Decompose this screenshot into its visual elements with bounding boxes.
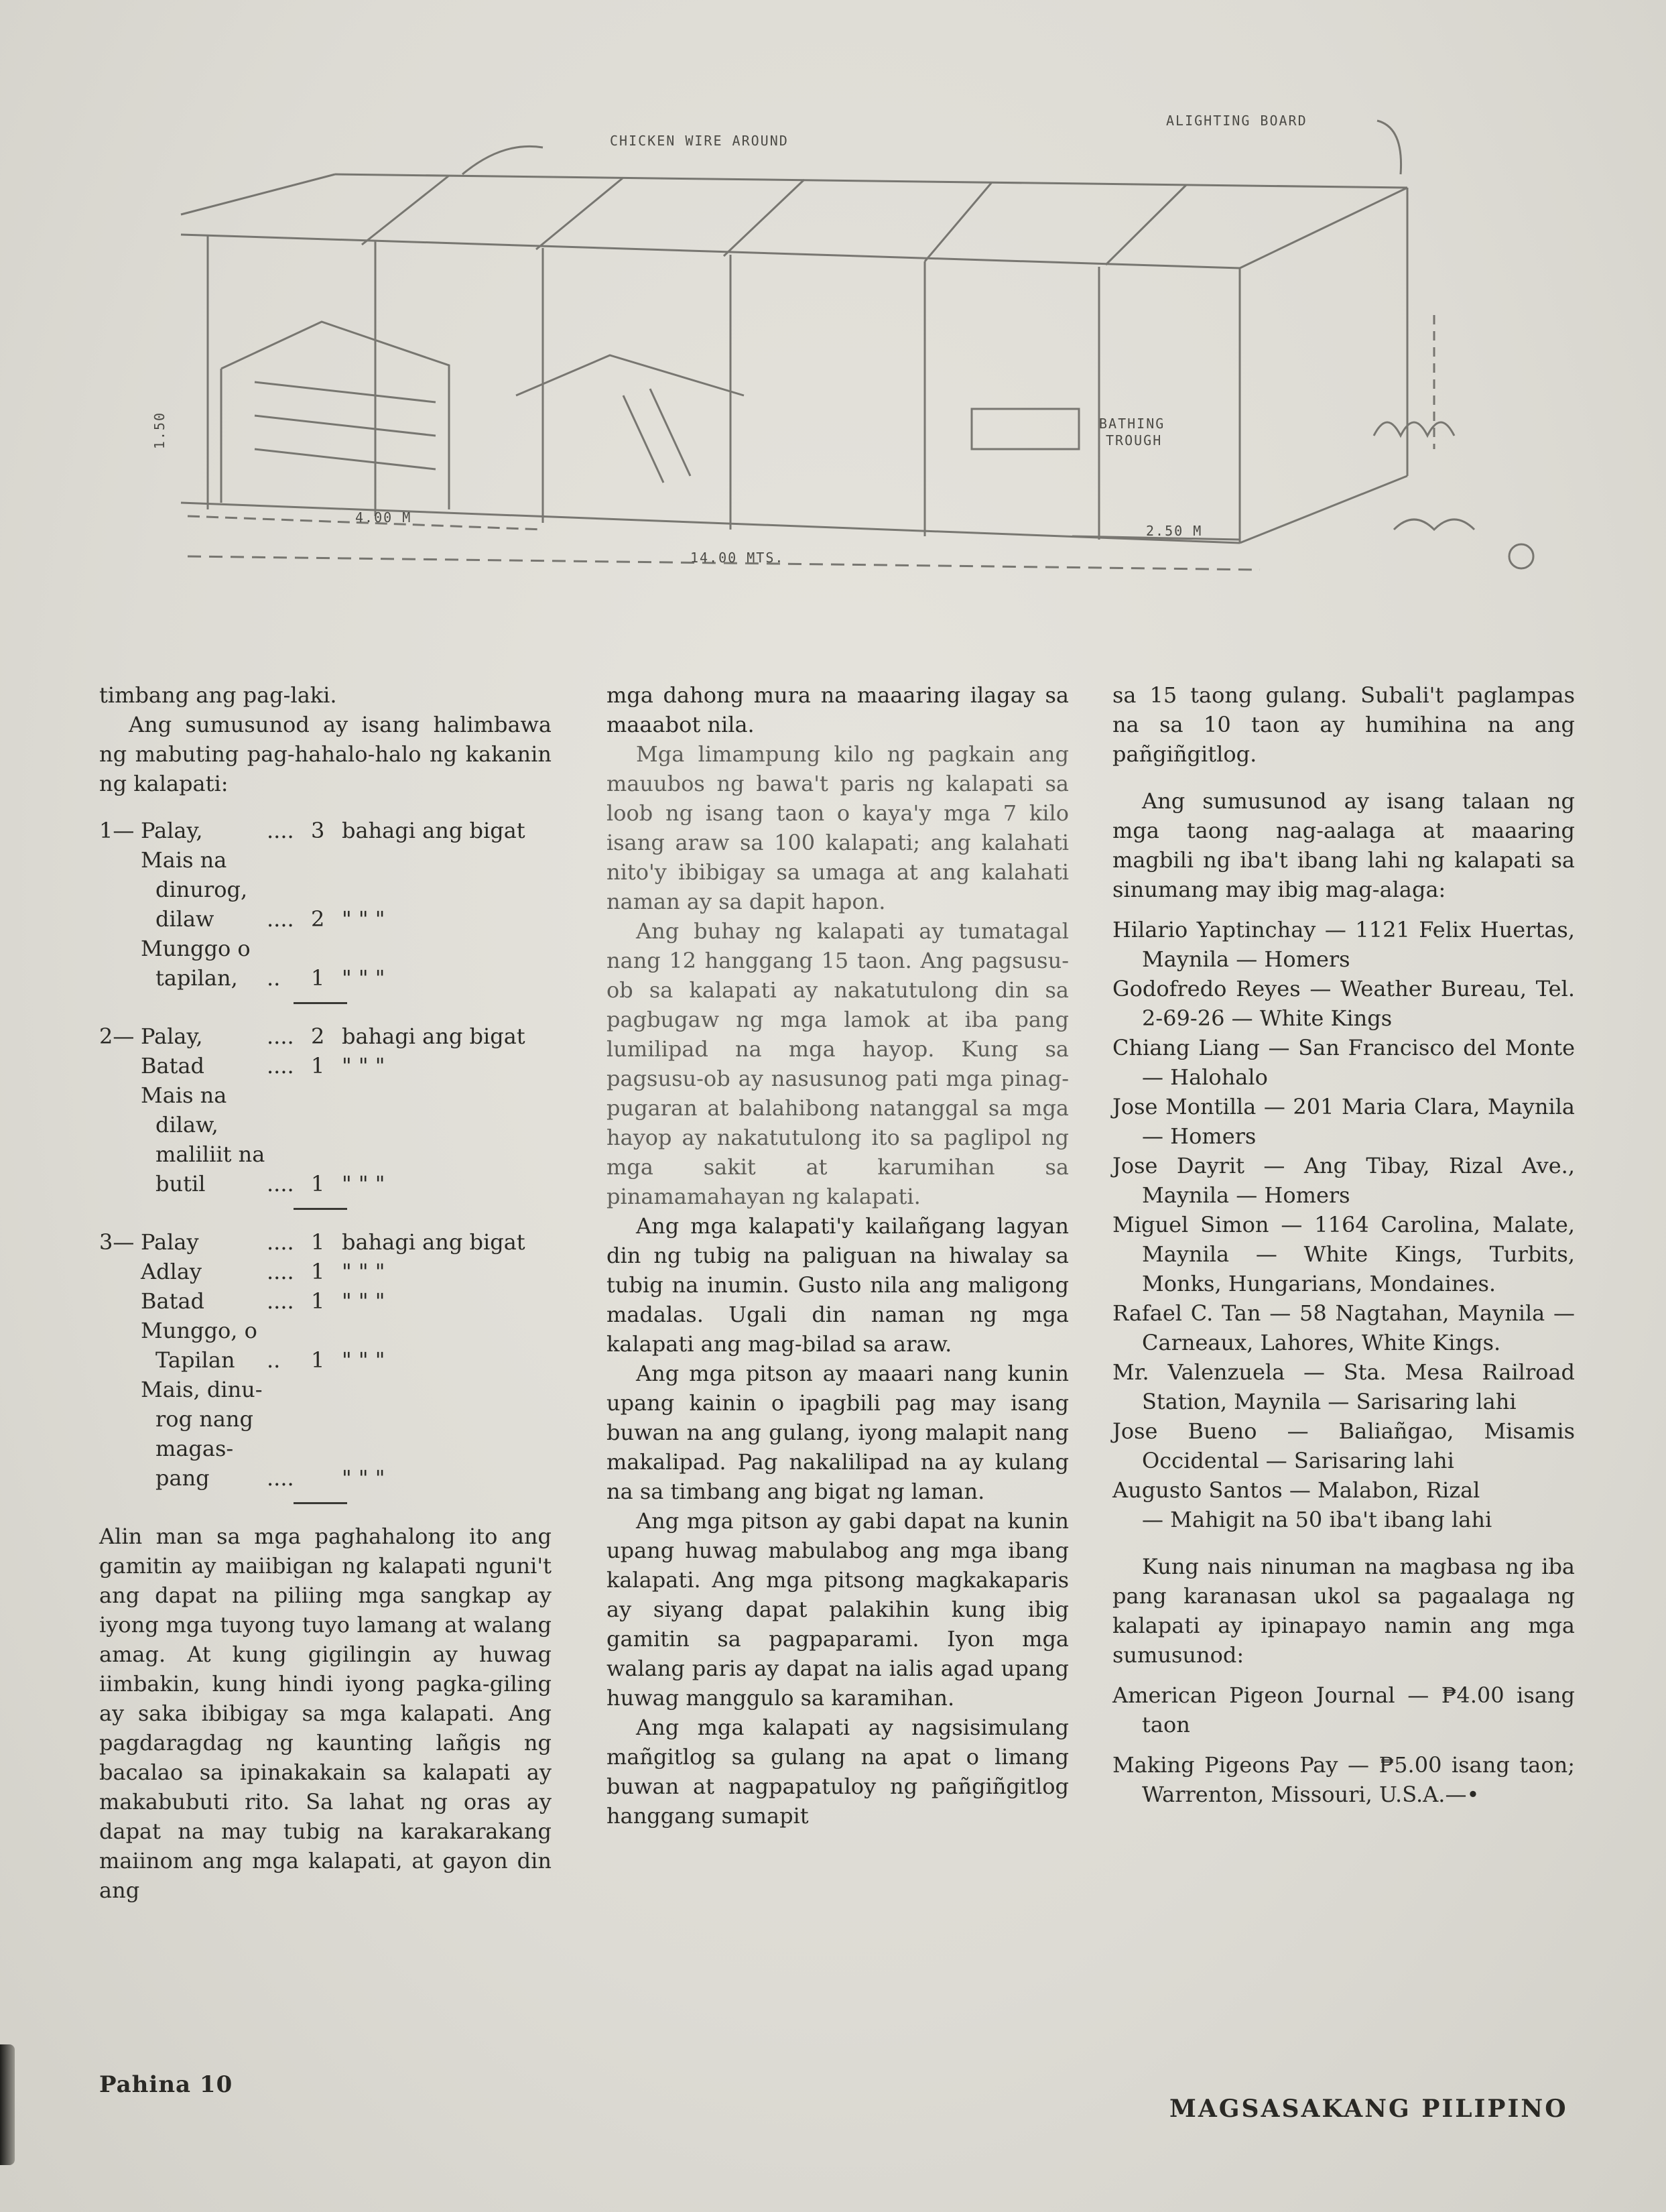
divider bbox=[294, 1502, 347, 1504]
col2-paragraph-7: Ang mga kalapati ay nagsisimulang mañgitlog sa gulang na apat o limang buwan at nagpapatuloy ng pañgiñgitlog hanggang sumapit bbox=[606, 1715, 1069, 1829]
recipe-item: Mais na bbox=[141, 847, 227, 873]
recipe-item: Palay, bbox=[141, 1024, 203, 1049]
recipe-dots: .... bbox=[267, 1465, 294, 1491]
col3-paragraph-1: sa 15 taong gulang. Subali't paglampas na sa 10 taon ay humihina na ang pañgiñgitlog. bbox=[1112, 682, 1575, 767]
loft-sketch bbox=[101, 101, 1582, 597]
dimension-250-label: 2.50 M bbox=[1146, 523, 1203, 539]
binding-shadow bbox=[0, 2044, 15, 2165]
recipe-item: Mais, dinu- bbox=[141, 1377, 263, 1402]
recipe-item: dinurog, bbox=[155, 877, 248, 902]
feed-recipe-2 bbox=[99, 1022, 552, 1210]
recipe-unit: " " " bbox=[342, 906, 385, 932]
recipe-item: Palay bbox=[141, 1229, 199, 1255]
page-number: Pahina 10 bbox=[99, 2071, 233, 2098]
recipe-item: Batad bbox=[141, 1053, 205, 1079]
height-label: 1.50 bbox=[151, 411, 168, 450]
recipe-item: Munggo, o bbox=[141, 1318, 257, 1343]
breeder-entry: Jose Montilla — 201 Maria Clara, Maynila — Homers bbox=[1112, 1094, 1575, 1149]
breeder-entry: Miguel Simon — 1164 Carolina, Malate, Maynila — White Kings, Turbits, Monks, Hungarians, Mondaines. bbox=[1112, 1212, 1575, 1296]
alighting-board-label: ALIGHTING BOARD bbox=[1166, 113, 1307, 129]
col2-paragraph-5: Ang mga pitson ay maaari nang kunin upang kainin o ipagbili pag may isang buwan na ang gulang, iyong malapit nang makalipad. Pag nakalilipad na ay kulang na sa timbang ang bigat ng laman. bbox=[606, 1361, 1069, 1504]
bathing-label: BATHING bbox=[1099, 416, 1165, 432]
recipe-unit: " " " bbox=[342, 965, 385, 991]
recipe-dots: .... bbox=[267, 1259, 294, 1284]
recipe-item: dilaw bbox=[155, 906, 214, 932]
recipe-qty: 3 bbox=[311, 818, 325, 843]
recipe-number: 1— bbox=[99, 818, 135, 843]
journal-entry-1: American Pigeon Journal — ₱4.00 isang taon bbox=[1112, 1682, 1575, 1737]
divider bbox=[294, 1002, 347, 1004]
recipe-unit: bahagi ang bigat bbox=[342, 1229, 525, 1255]
col2-paragraph-1: mga dahong mura na maaaring ilagay sa maaabot nila. bbox=[606, 682, 1069, 737]
col2-paragraph-2: Mga limampung kilo ng pagkain ang mauubos ng bawa't paris ng kalapati sa loob ng isang taon o kaya'y mga 7 kilo isang araw sa 100 kalapati; ang kalahati nito'y ibibigay sa umaga at ang kalahati naman ay sa dapit hapon. bbox=[606, 741, 1069, 914]
divider bbox=[294, 1208, 347, 1210]
recipe-item: pang bbox=[155, 1465, 210, 1491]
breeder-entry: Jose Dayrit — Ang Tibay, Rizal Ave., Maynila — Homers bbox=[1112, 1153, 1575, 1208]
col2-paragraph-6: Ang mga pitson ay gabi dapat na kunin upang huwag mabulabog ang mga ibang kalapati. Ang mga pitsong magkakaparis ay siyang dapat palakihin kung ibig gamitin sa pagpaparami. Iyon mga walang paris ay dapat na ialis agad upang huwag manggulo sa karamihan. bbox=[606, 1508, 1069, 1711]
column-3 bbox=[1112, 680, 1575, 1809]
col3-paragraph-2: Ang sumusunod ay isang talaan ng mga taong nag-aalaga at maaaring magbili ng iba't ibang lahi ng kalapati sa sinumang may ibig mag-alaga: bbox=[1112, 788, 1575, 902]
recipe-unit: " " " bbox=[342, 1053, 385, 1079]
recipe-unit: " " " bbox=[342, 1347, 385, 1373]
recipe-dots: .... bbox=[267, 818, 294, 843]
recipe-item: Munggo o bbox=[141, 936, 251, 961]
column-2 bbox=[606, 680, 1069, 1831]
recipe-dots: .... bbox=[267, 906, 294, 932]
recipe-qty: 1 bbox=[311, 965, 325, 991]
recipe-item: magas- bbox=[155, 1436, 234, 1461]
recipe-item: Mais na bbox=[141, 1083, 227, 1108]
recipe-item: maliliit na bbox=[155, 1142, 265, 1167]
recipe-item: tapilan, bbox=[155, 965, 238, 991]
feed-recipe-1 bbox=[99, 816, 552, 1004]
recipe-item: Tapilan bbox=[155, 1347, 235, 1373]
col2-paragraph-4: Ang mga kalapati'y kailañgang lagyan din ng tubig na paliguan na hiwalay sa tubig na inumin. Gusto nila ang maligong madalas. Ugali din naman ng mga kalapati ang mag-bilad sa araw. bbox=[606, 1213, 1069, 1357]
recipe-unit: " " " bbox=[342, 1259, 385, 1284]
recipe-dots: .... bbox=[267, 1229, 294, 1255]
recipe-qty: 2 bbox=[311, 906, 325, 932]
recipe-unit: bahagi ang bigat bbox=[342, 818, 525, 843]
recipe-dots: .... bbox=[267, 1053, 294, 1079]
recipe-dots: .. bbox=[267, 1347, 281, 1373]
recipe-qty: 1 bbox=[311, 1171, 325, 1196]
recipe-qty: 1 bbox=[311, 1259, 325, 1284]
recipe-unit: " " " bbox=[342, 1465, 385, 1491]
breeder-entry: Jose Bueno — Baliañgao, Misamis Occidental — Sarisaring lahi bbox=[1112, 1418, 1575, 1473]
chicken-wire-label: CHICKEN WIRE AROUND bbox=[610, 133, 789, 149]
recipe-qty: 1 bbox=[311, 1288, 325, 1314]
recipe-qty: 1 bbox=[311, 1347, 325, 1373]
recipe-item: Adlay bbox=[141, 1259, 202, 1284]
recipe-number: 3— bbox=[99, 1229, 135, 1255]
col2-paragraph-3: Ang buhay ng kalapati ay tumatagal nang 12 hanggang 15 taon. Ang pagsusu-ob sa kalapati ay nakatutulong din sa pagbugaw ng mga lamok at iba pang lumilipad na mga hayop. Kung sa pagsusu-ob ay nasusunog pati mga pinag-pugaran at balahibong natanggal sa mga hayop ay nakatutulong ito sa paglipol ng mga sakit at karumihan sa pinamamahayan ng kalapati. bbox=[606, 918, 1069, 1209]
dimension-14m-label: 14.00 MTS. bbox=[690, 550, 785, 566]
breeder-entry: Chiang Liang — San Francisco del Monte — Halohalo bbox=[1112, 1035, 1575, 1090]
recipe-unit: " " " bbox=[342, 1288, 385, 1314]
recipe-qty: 1 bbox=[311, 1229, 325, 1255]
col1-intro-paragraph: Ang sumusunod ay isang halimbawa ng mabuting pag-hahalo-halo ng kakanin ng kalapati: bbox=[99, 712, 552, 796]
recipe-number: 2— bbox=[99, 1024, 135, 1049]
recipe-item: butil bbox=[155, 1171, 206, 1196]
trough-label: TROUGH bbox=[1106, 432, 1163, 448]
col3-paragraph-3: Kung nais ninuman na magbasa ng iba pang karanasan ukol sa pagaalaga ng kalapati ay ipinapayo namin ang mga sumusunod: bbox=[1112, 1554, 1575, 1668]
breeder-entry: Hilario Yaptinchay — 1121 Felix Huertas, Maynila — Homers bbox=[1112, 917, 1575, 972]
breeder-entry: Augusto Santos — Malabon, Rizal bbox=[1112, 1477, 1480, 1503]
breeder-entry: Godofredo Reyes — Weather Bureau, Tel. 2-69-26 — White Kings bbox=[1112, 976, 1575, 1031]
recipe-unit: bahagi ang bigat bbox=[342, 1024, 525, 1049]
recipe-dots: .... bbox=[267, 1288, 294, 1314]
recipe-dots: .... bbox=[267, 1171, 294, 1196]
col1-closing-paragraph: Alin man sa mga paghahalong ito ang gamitin ay maiibigan ng kalapati nguni't ang dapat na piliing mga sangkap ay iyong mga tuyong tuyo lamang at walang amag. At kung gigilingin ay huwag iimbakin, kung hindi iyong pagka-giling ay saka ibibigay sa mga kalapati. Ang pagdaragdag ng kaunting lañgis ng bacalao sa ipinakakain sa kalapati ay makabubuti rito. Sa lahat ng oras ay dapat na may tubig na karakarakang maiinom ang mga kalapati, at gayon din ang bbox=[99, 1524, 552, 1903]
recipe-item: dilaw, bbox=[155, 1112, 218, 1138]
pigeon-loft-illustration bbox=[101, 101, 1582, 597]
feed-recipe-3 bbox=[99, 1227, 552, 1504]
recipe-qty: 1 bbox=[311, 1053, 325, 1079]
recipe-item: Palay, bbox=[141, 818, 203, 843]
journal-entry-2: Making Pigeons Pay — ₱5.00 isang taon; Warrenton, Missouri, U.S.A.—• bbox=[1112, 1752, 1575, 1807]
dimension-4m-label: 4.00 M bbox=[355, 509, 412, 526]
col1-intro-line: timbang ang pag-laki. bbox=[99, 682, 337, 708]
breeders-list bbox=[1112, 915, 1575, 1534]
recipe-item: Batad bbox=[141, 1288, 205, 1314]
recipe-unit: " " " bbox=[342, 1171, 385, 1196]
breeder-entry: Rafael C. Tan — 58 Nagtahan, Maynila — Carneaux, Lahores, White Kings. bbox=[1112, 1300, 1575, 1355]
magazine-title: MAGSASAKANG PILIPINO bbox=[1169, 2095, 1568, 2123]
recipe-dots: .. bbox=[267, 965, 281, 991]
breeder-entry-extra: — Mahigit na 50 iba't ibang lahi bbox=[1142, 1507, 1492, 1532]
recipe-dots: .... bbox=[267, 1024, 294, 1049]
recipe-qty: 2 bbox=[311, 1024, 325, 1049]
breeder-entry: Mr. Valenzuela — Sta. Mesa Railroad Station, Maynila — Sarisaring lahi bbox=[1112, 1359, 1575, 1414]
recipe-item: rog nang bbox=[155, 1406, 253, 1432]
column-1 bbox=[99, 680, 552, 1905]
